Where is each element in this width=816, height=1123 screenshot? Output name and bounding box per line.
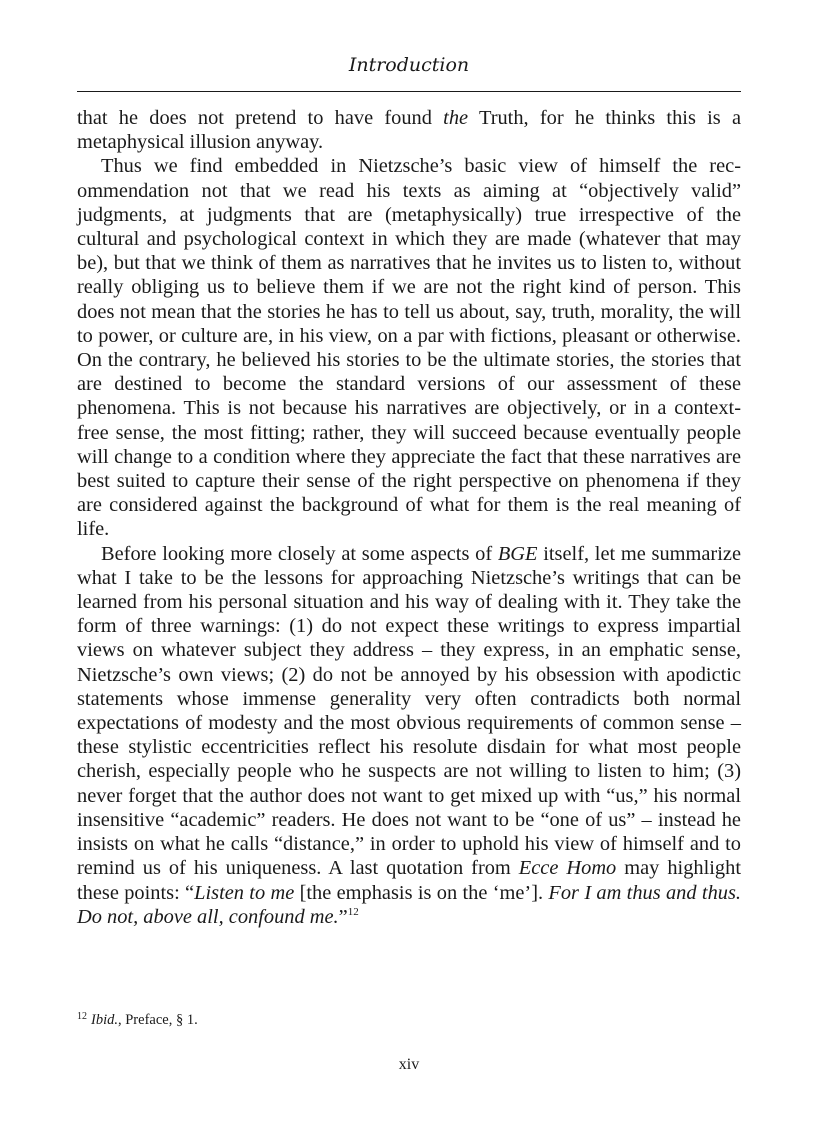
page-number: xiv (398, 1056, 420, 1073)
footnote-number: 12 (77, 1011, 87, 1022)
italic-text: BGE (497, 542, 538, 565)
paragraph (77, 106, 741, 154)
text-run: itself, let me summarize what I take to be the lessons for approaching Nietzsche’s writings that can be learned from his personal situation and his way of dealing with it. They take the form of three warnings: (1) do not expect these writings to express impartial views on whatever subject they address – they express, in an emphatic sense, Nietzsche’s own views; (2) do not be annoyed by his obsession with apodictic statements whose immense generality very often contradicts both normal expectations of modesty and the most obvious requirements of common sense – these stylistic eccentricities reflect his resolute disdain for what most people cherish, especially people who he suspects are not willing to listen to him; (3) never forget that the author does not want to get mixed up with “us,” his normal insensitive “academic” readers. He does not want to be “one of us” – instead he insists on what he calls “distance,” in order to uphold his view of himself and to remind us of his uniqueness. A last quotation from (77, 542, 741, 880)
text-run: ” (338, 905, 348, 928)
footnote-ref: Ibid. (91, 1012, 118, 1028)
footnote-text: , Preface, § 1. (117, 1012, 198, 1028)
italic-text: Ecce Homo (518, 857, 617, 880)
text-run: Thus we find embedded in Nietzsche’s basic view of himself the recommendation not that we read his texts as aiming at “objectively valid” judgments, at judgments that are (metaphysically) true irrespective of the cultural and psychological context in which they are made (whatever that may be), but that we think of them as narratives that he invites us to listen to, without really obliging us to believe them if we are not the right kind of person. This does not mean that the stories he has to tell us about, say, truth, morality, the will to power, or culture are, in his view, on a par with fictions, pleasant or otherwise. On the contrary, he believed his stories to be the ultimate stories, the stories that are destined to become the standard versions of our assessment of these phenomena. This is not because his narratives are objectively, or in a context-free sense, the most fitting; rather, they will succeed because eventually people will change to a condition where they appreciate the fact that these narratives are best suited to capture their sense of the right perspective on phenomena if they are considered against the background of what for them is the real meaning of life. (77, 155, 741, 541)
footnotes (77, 1011, 741, 1029)
header-rule (77, 91, 741, 92)
italic-text: the (443, 107, 469, 129)
italic-text: Listen to me (194, 881, 295, 904)
body-text (77, 106, 741, 929)
running-head: Introduction (348, 54, 470, 76)
footnote-marker: 12 (347, 905, 359, 918)
text-run: may highlight these points: “ (77, 857, 741, 904)
text-run: Truth, for he thinks this is a metaphysical illusion anyway. (77, 107, 742, 154)
paragraph (77, 154, 741, 541)
paragraph (77, 542, 741, 929)
text-run: that he does not pretend to have found (77, 107, 444, 129)
footnote (77, 1011, 741, 1029)
text-run: Before looking more closely at some aspects of (101, 542, 498, 565)
text-run: [the emphasis is on the ‘me’]. (294, 881, 549, 904)
italic-text: For I am thus and thus. Do not, above all, confound me. (77, 881, 741, 928)
